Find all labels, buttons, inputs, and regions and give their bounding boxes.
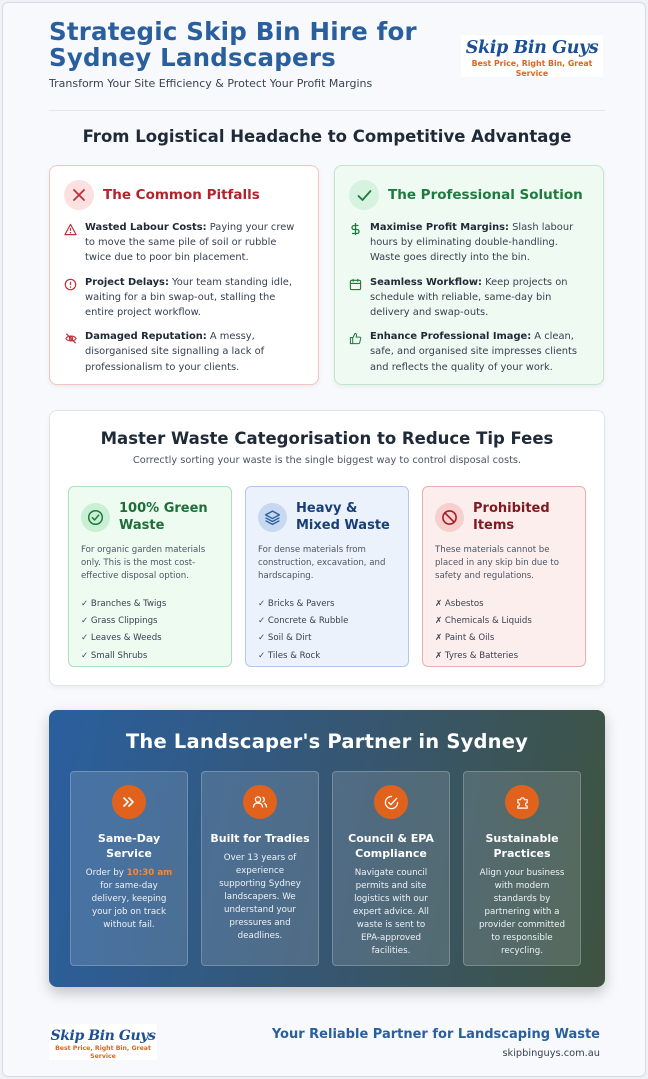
list-item [349, 275, 589, 321]
list-item: ✓ Concrete & Rubble [258, 615, 349, 626]
desc-part: Order by [85, 868, 127, 878]
desc-part: for same-day delivery, keeping your job on track without fail. [91, 881, 167, 930]
list-item: ✗ Tyres & Batteries [435, 650, 519, 661]
list-item [64, 329, 304, 375]
item-text: A messy, disorganised site signalling a lack of professionalism to your clients. [85, 331, 265, 373]
green-waste-card [68, 486, 232, 667]
x-icon [64, 180, 94, 210]
category-title: Prohibited Items [473, 501, 550, 533]
solution-card [334, 165, 604, 385]
category-list [258, 596, 396, 665]
order-cutoff-time: 10:30 am [126, 868, 173, 878]
item-bold: Maximise Profit Margins: [370, 222, 509, 233]
footer-info [272, 1027, 600, 1059]
dollar-icon [349, 221, 365, 266]
category-list [435, 596, 573, 665]
feature-card-compliance [332, 771, 450, 966]
layers-icon [258, 503, 287, 532]
list-item [64, 220, 304, 266]
waste-subtitle: Correctly sorting your waste is the single biggest way to control disposal costs. [132, 455, 522, 466]
logo-name: Skip Bin Guys [50, 1028, 156, 1044]
check-circle-icon [81, 503, 110, 532]
list-item: ✓ Branches & Twigs [81, 598, 167, 609]
item-bold: Wasted Labour Costs: [85, 222, 207, 233]
feature-card-tradies [201, 771, 319, 966]
list-item [64, 275, 304, 321]
waste-section [49, 410, 605, 686]
list-item: ✓ Soil & Dirt [258, 633, 312, 644]
alert-circle-icon [64, 276, 80, 321]
partner-section [49, 710, 605, 987]
heavy-waste-card [245, 486, 409, 667]
feature-desc [85, 867, 173, 932]
badge-check-icon [374, 785, 408, 819]
calendar-icon [349, 276, 365, 321]
brand-logo [461, 35, 603, 77]
puzzle-icon [505, 785, 539, 819]
waste-title: Master Waste Categorisation to Reduce Tip Fees [100, 429, 554, 448]
footer-logo [49, 1024, 157, 1060]
infographic-page [2, 2, 646, 1077]
header [49, 19, 605, 99]
list-item: ✓ Grass Clippings [81, 615, 158, 626]
list-item: ✓ Bricks & Pavers [258, 598, 335, 609]
logo-tagline: Best Price, Right Bin, Great Service [55, 1045, 151, 1060]
category-desc: These materials cannot be placed in any skip bin due to safety and regulations. [435, 545, 560, 582]
feature-desc: Navigate council permits and site logistics with our expert advice. All waste is sent to EPA-approved facilities. [353, 868, 429, 956]
footer-url[interactable]: skipbinguys.com.au [502, 1048, 600, 1059]
category-desc: For dense materials from construction, excavation, and hardscaping. [258, 545, 386, 582]
item-text: Your team standing idle, waiting for a bin swap-out, stalling the entire project workflow. [85, 276, 292, 319]
item-text: Paying your crew to move the same pile of soil or rubble twice due to poor bin placement. [85, 222, 295, 264]
item-text: A clean, safe, and organised site impresses clients and reflects the quality of your work. [370, 331, 578, 373]
feature-card-same-day [70, 771, 188, 966]
item-text: Slash labour hours by eliminating double-handling. Waste goes directly into the bin. [370, 222, 574, 264]
check-icon [349, 180, 379, 210]
feature-title: Sustainable Practices [485, 832, 559, 860]
partner-title: The Landscaper's Partner in Sydney [125, 730, 529, 753]
ban-icon [435, 503, 464, 532]
prohibited-items-card [422, 486, 586, 667]
page-title: Strategic Skip Bin Hire for Sydney Landscapers [49, 17, 417, 72]
feature-desc: Over 13 years of experience supporting Sydney landscapers. We understand your pressures and deadlines. [219, 853, 301, 941]
users-icon [243, 785, 277, 819]
list-item [349, 329, 589, 375]
solution-title: The Professional Solution [388, 187, 583, 203]
list-item: ✗ Paint & Oils [435, 633, 495, 644]
list-item: ✓ Leaves & Weeds [81, 633, 162, 644]
page-subtitle: Transform Your Site Efficiency & Protect Your Profit Margins [49, 77, 373, 90]
category-title: Heavy & Mixed Waste [296, 501, 390, 533]
list-item: ✗ Chemicals & Liquids [435, 615, 532, 626]
item-bold: Seamless Workflow: [370, 276, 482, 288]
category-desc: For organic garden materials only. This is the most cost-effective disposal option. [81, 545, 206, 582]
list-item: ✗ Asbestos [435, 598, 484, 609]
footer-tagline: Your Reliable Partner for Landscaping Waste [271, 1027, 600, 1042]
item-text: Keep projects on schedule with reliable, same-day bin delivery and swap-outs. [370, 276, 568, 319]
item-bold: Project Delays: [85, 276, 169, 288]
fast-forward-icon [112, 785, 146, 819]
list-item [349, 220, 589, 266]
list-item: ✓ Tiles & Rock [258, 650, 321, 661]
divider [49, 110, 605, 111]
feature-title: Built for Tradies [210, 832, 310, 845]
item-bold: Damaged Reputation: [85, 331, 207, 343]
comparison-heading: From Logistical Headache to Competitive Advantage [82, 127, 572, 146]
logo-tagline: Best Price, Right Bin, Great Service [471, 59, 593, 78]
item-bold: Enhance Professional Image: [370, 331, 532, 343]
feature-title: Same-Day Service [97, 832, 161, 860]
thumbs-up-icon [349, 330, 365, 375]
category-list [81, 596, 219, 665]
feature-title: Council & EPA Compliance [348, 832, 434, 860]
feature-card-sustainable [463, 771, 581, 966]
logo-name: Skip Bin Guys [465, 38, 599, 58]
pitfalls-title: The Common Pitfalls [103, 187, 260, 203]
list-item: ✓ Small Shrubs [81, 650, 148, 661]
pitfalls-card [49, 165, 319, 385]
category-title: 100% Green Waste [119, 501, 208, 533]
feature-desc: Align your business with modern standards by partnering with a provider committed to responsible recycling. [478, 868, 566, 956]
eye-off-icon [64, 330, 80, 375]
warning-icon [64, 221, 80, 266]
